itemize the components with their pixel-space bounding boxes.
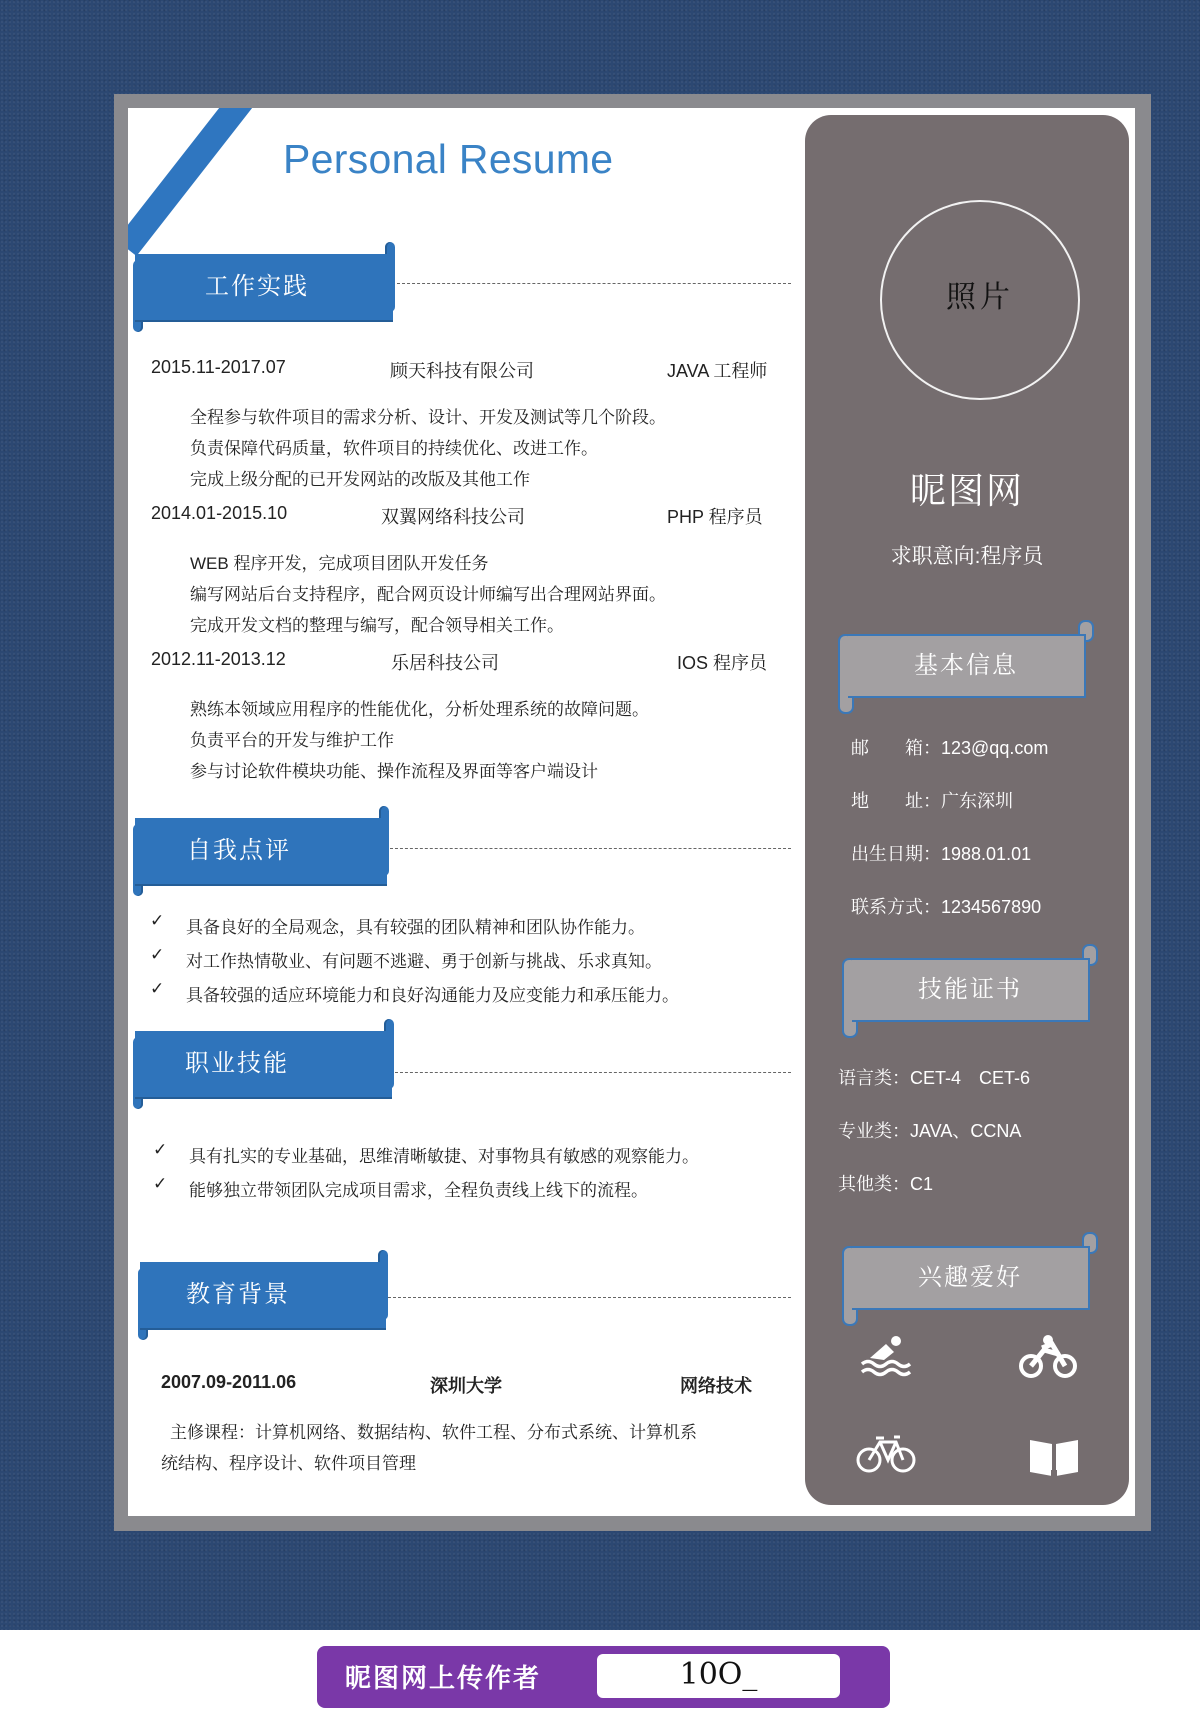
work-line: 完成上级分配的已开发网站的改版及其他工作 [190, 470, 530, 489]
work-company: 顾天科技有限公司 [390, 361, 534, 381]
divider [397, 283, 791, 284]
uploader-name: 10O_ [679, 1657, 758, 1692]
info-address: 地 址：广东深圳 [851, 791, 1013, 811]
work-company: 双翼网络科技公司 [381, 507, 525, 527]
work-line: WEB 程序开发，完成项目团队开发任务 [190, 554, 489, 573]
work-role: IOS 程序员 [677, 653, 768, 673]
uploader-label: 昵图网上传作者 [345, 1664, 542, 1694]
section-title-education: 教育背景 [140, 1262, 386, 1328]
education-courses: 主修课程：计算机网络、数据结构、软件工程、分布式系统、计算机系 [170, 1423, 697, 1442]
cert-professional: 专业类：JAVA、CCNA [838, 1121, 1022, 1141]
section-banner-work [135, 254, 393, 320]
info-email: 邮 箱：123@qq.com [851, 738, 1049, 758]
divider [395, 1072, 791, 1073]
work-period: 2015.11-2017.07 [151, 357, 286, 377]
section-title-skills: 职业技能 [135, 1031, 392, 1097]
education-period: 2007.09-2011.06 [161, 1372, 297, 1392]
work-line: 负责平台的开发与维护工作 [190, 731, 394, 750]
self-eval-item: 具备较强的适应环境能力和良好沟通能力及应变能力和承压能力。 [186, 986, 679, 1005]
sidebar-banner-basic [848, 634, 1086, 698]
skill-item: 能够独立带领团队完成项目需求，全程负责线上线下的流程。 [189, 1181, 648, 1200]
sidebar-title-basic: 基本信息 [848, 634, 1086, 698]
work-role: PHP 程序员 [667, 507, 763, 527]
work-line: 完成开发文档的整理与编写，配合领导相关工作。 [190, 616, 564, 635]
divider [390, 848, 791, 849]
sidebar-banner-hobbies [852, 1246, 1090, 1310]
work-line: 全程参与软件项目的需求分析、设计、开发及测试等几个阶段。 [190, 408, 666, 427]
check-icon: ✓ [150, 945, 165, 964]
book-icon [1024, 1432, 1084, 1482]
info-birthdate: 出生日期：1988.01.01 [851, 844, 1032, 864]
section-title-self: 自我点评 [135, 818, 387, 884]
check-icon: ✓ [153, 1140, 168, 1159]
work-line: 参与讨论软件模块功能、操作流程及界面等客户端设计 [190, 762, 598, 781]
work-line: 熟练本领域应用程序的性能优化，分析处理系统的故障问题。 [190, 700, 649, 719]
swimming-icon [856, 1332, 916, 1382]
sidebar-banner-certs [852, 958, 1090, 1022]
job-intent: 求职意向:程序员 [890, 545, 1044, 568]
bicycle-icon [856, 1428, 916, 1478]
check-icon: ✓ [153, 1174, 168, 1193]
skill-item: 具有扎实的专业基础，思维清晰敏捷、对事物具有敏感的观察能力。 [189, 1147, 699, 1166]
check-icon: ✓ [150, 979, 165, 998]
self-eval-item: 具备良好的全局观念，具有较强的团队精神和团队协作能力。 [186, 918, 645, 937]
self-eval-item: 对工作热情敬业、有问题不逃避、勇于创新与挑战、乐求真知。 [186, 952, 662, 971]
section-banner-education [140, 1262, 386, 1328]
candidate-name: 昵图网 [909, 470, 1024, 511]
info-contact: 联系方式：1234567890 [851, 897, 1042, 917]
work-company: 乐居科技公司 [391, 653, 499, 673]
education-school: 深圳大学 [430, 1376, 502, 1396]
photo-label: 照片 [946, 280, 1014, 315]
divider [388, 1297, 791, 1298]
work-period: 2012.11-2013.12 [151, 649, 286, 669]
work-line: 编写网站后台支持程序，配合网页设计师编写出合理网站界面。 [190, 585, 666, 604]
section-title-work: 工作实践 [135, 254, 393, 320]
section-banner-self [135, 818, 387, 884]
sidebar-title-certs: 技能证书 [852, 958, 1090, 1022]
resume-title: Personal Resume [283, 136, 614, 182]
work-period: 2014.01-2015.10 [151, 503, 288, 523]
cert-language: 语言类：CET-4 CET-6 [838, 1068, 1031, 1088]
sidebar-title-hobbies: 兴趣爱好 [852, 1246, 1090, 1310]
cert-other: 其他类：C1 [838, 1174, 934, 1194]
education-major: 网络技术 [680, 1376, 752, 1396]
work-role: JAVA 工程师 [667, 361, 768, 381]
education-courses: 统结构、程序设计、软件项目管理 [161, 1454, 416, 1473]
motorcycle-icon [1018, 1332, 1078, 1382]
check-icon: ✓ [150, 911, 165, 930]
work-line: 负责保障代码质量，软件项目的持续优化、改进工作。 [190, 439, 598, 458]
section-banner-skills [135, 1031, 392, 1097]
